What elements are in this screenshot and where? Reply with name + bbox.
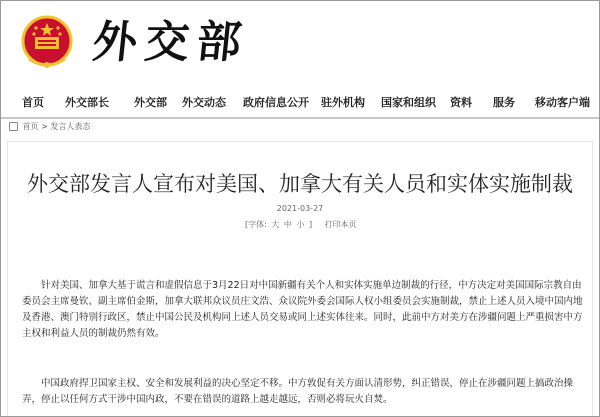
breadcrumb-current[interactable]: 发言人表态 (50, 122, 91, 131)
article-paragraph: 针对美国、加拿大基于谎言和虚假信息于3月22日对中国新疆有关个人和实体实施单边制裁的行径，中方决定对美国国际宗教自由委员会主席曼钦、副主席伯金斯，加拿大联邦众议员庄文浩、众议院外委会国际人权小组委员会实施制裁，禁止上述人员入境中国内地及香港、澳门特别行政区，禁止中国公民及机构同上述人员交易或同上述实体往来。同时，此前中方对美方在涉疆问题上严重损害中方主权和利益人员的制裁仍然有效。 (22, 280, 583, 339)
nav-item-resources[interactable]: 资料 (450, 96, 472, 109)
site-header (1, 1, 599, 89)
home-icon (9, 122, 18, 131)
font-medium-button[interactable]: 中 (283, 220, 292, 229)
print-page-button[interactable]: 打印本页 (324, 220, 357, 229)
nav-item-countries[interactable]: 国家和组织 (381, 96, 436, 109)
font-small-button[interactable]: 小 (296, 220, 305, 229)
nav-item-missions[interactable]: 驻外机构 (321, 96, 365, 109)
font-large-button[interactable]: 大 (271, 220, 280, 229)
article-date: 2021-03-27 (276, 204, 324, 213)
nav-item-ministry[interactable]: 外交部 (134, 96, 167, 109)
nav-item-info-disclosure[interactable]: 政府信息公开 (243, 96, 309, 109)
font-size-close: ] (309, 220, 313, 229)
article-title: 外交部发言人宣布对美国、加拿大有关人员和实体实施制裁 (27, 172, 573, 196)
nav-item-home[interactable]: 首页 (22, 96, 44, 109)
main-nav (1, 91, 599, 119)
national-emblem-icon[interactable] (21, 15, 73, 71)
nav-item-services[interactable]: 服务 (493, 96, 515, 109)
article-panel (7, 141, 593, 417)
nav-item-minister[interactable]: 外交部长 (65, 96, 109, 109)
article-toolbar (245, 219, 359, 230)
nav-item-activities[interactable]: 外交动态 (182, 96, 226, 109)
nav-item-mobile[interactable]: 移动客户端 (535, 96, 590, 109)
breadcrumb-home[interactable]: 首页 (22, 122, 39, 131)
breadcrumb (9, 121, 90, 132)
font-size-label: [字体: (245, 220, 267, 229)
article-paragraph: 中国政府捍卫国家主权、安全和发展利益的决心坚定不移。中方敦促有关方面认清形势，纠正错误，停止在涉疆问题上搞政治操弄，停止以任何方式干涉中国内政，不要在错误的道路上越走越远，否则必将玩火自焚。 (22, 378, 574, 405)
site-logo-text[interactable]: 外交部 (90, 17, 252, 68)
breadcrumb-separator: > (41, 122, 48, 131)
